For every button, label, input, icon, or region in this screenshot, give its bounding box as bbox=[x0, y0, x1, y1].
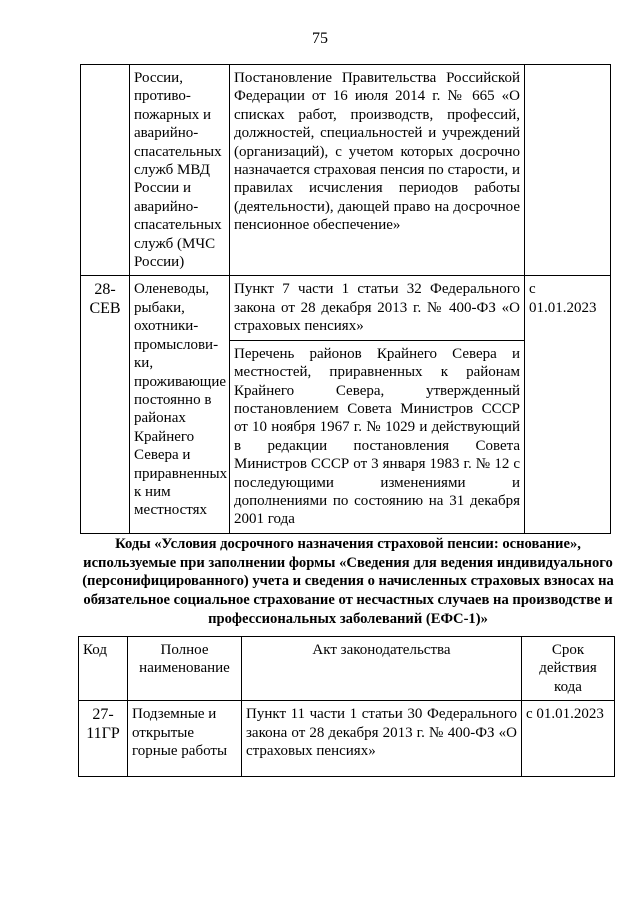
act-cell: Постановление Правительства Российской Федерации от 16 июля 2014 г. № 665 «О списках работ, производств, профессий, должностей, специальностей и учреждений (организаций), с учетом которых досрочно назначается страховая пенсия по старости, и правилах исчисления периодов работы (деятельности), дающей право на досрочное пенсионное обеспечение» bbox=[230, 65, 525, 276]
name-line: служб МВД bbox=[134, 162, 210, 179]
table-row bbox=[79, 701, 615, 777]
name-line: России, bbox=[134, 70, 183, 86]
act-cell: Пункт 7 части 1 статьи 32 Федерального закона от 28 декабря 2013 г. № 400-ФЗ «О страховых пенсиях» bbox=[230, 276, 525, 340]
name-line: противо- bbox=[134, 88, 191, 105]
name-line: спасательных bbox=[134, 143, 222, 160]
name-line: ки, bbox=[134, 355, 154, 372]
act-cell: Перечень районов Крайнего Севера и местностей, приравненных к районам Крайнего Севера, утвержденный постановлением Совета Министров СССР от 10 ноября 1967 г. № 1029 и действующий в редакции постановления Совета Министров СССР от 3 января 1983 г. № 12 с последующими изменениями и дополнениями по состоянию на 31 декабря 2001 года bbox=[230, 340, 525, 533]
name-line: Оленеводы, bbox=[134, 281, 210, 298]
name-line: к ним bbox=[134, 483, 171, 500]
name-line: Крайнего bbox=[134, 428, 195, 445]
name-line: аварийно- bbox=[134, 125, 199, 142]
table-row bbox=[81, 276, 611, 340]
code-cell: 27-11ГР bbox=[79, 701, 128, 777]
header-full-name: Полное наименование bbox=[128, 637, 242, 701]
name-cell bbox=[128, 701, 242, 777]
name-line: спасательных bbox=[134, 217, 222, 234]
name-line: постоянно в bbox=[134, 391, 212, 408]
name-line: аварийно- bbox=[134, 198, 199, 215]
table-row bbox=[81, 65, 611, 276]
section-heading: Коды «Условия досрочного назначения страховой пенсии: основание», используемые при заполнении формы «Сведения для ведения индивидуального (персонифицированного) учета и сведения о начисленных страховых взносах на обязательное социальное страхование от несчастных случаев на производстве и профессиональных заболеваний (ЕФС-1)» bbox=[82, 536, 614, 627]
name-line: рыбаки, bbox=[134, 299, 185, 316]
name-line: Севера и bbox=[134, 447, 191, 464]
name-line: России и bbox=[134, 180, 191, 197]
code-cell bbox=[81, 65, 130, 276]
name-line: России) bbox=[134, 254, 185, 271]
name-line: проживающие bbox=[134, 373, 227, 390]
code-cell: 28-СЕВ bbox=[81, 276, 130, 533]
name-cell bbox=[130, 65, 230, 276]
name-line: промыслови- bbox=[134, 336, 219, 353]
name-cell bbox=[130, 276, 230, 533]
act-cell: Пункт 11 части 1 статьи 30 Федерального закона от 28 декабря 2013 г. № 400-ФЗ «О страховых пенсиях» bbox=[242, 701, 522, 777]
name-line: охотники- bbox=[134, 318, 199, 335]
page-number: 75 bbox=[312, 30, 328, 47]
header-code: Код bbox=[79, 637, 128, 701]
name-line: приравненных bbox=[134, 465, 228, 482]
validity-cell: с 01.01.2023 bbox=[522, 701, 615, 777]
validity-cell: с 01.01.2023 bbox=[525, 276, 611, 533]
table-header-row bbox=[79, 637, 615, 701]
name-line: пожарных и bbox=[134, 106, 212, 123]
codes-table-continued bbox=[80, 64, 611, 534]
name-line: районах bbox=[134, 410, 186, 427]
name-line: служб (МЧС bbox=[134, 235, 216, 252]
name-line: открытые bbox=[132, 724, 195, 741]
name-line: Подземные и bbox=[132, 706, 217, 723]
header-act: Акт законодательства bbox=[242, 637, 522, 701]
name-line: горные работы bbox=[132, 743, 228, 760]
codes-table bbox=[78, 636, 615, 777]
header-validity: Срок действия кода bbox=[522, 637, 615, 701]
name-line: местностях bbox=[134, 502, 208, 519]
validity-cell bbox=[525, 65, 611, 276]
